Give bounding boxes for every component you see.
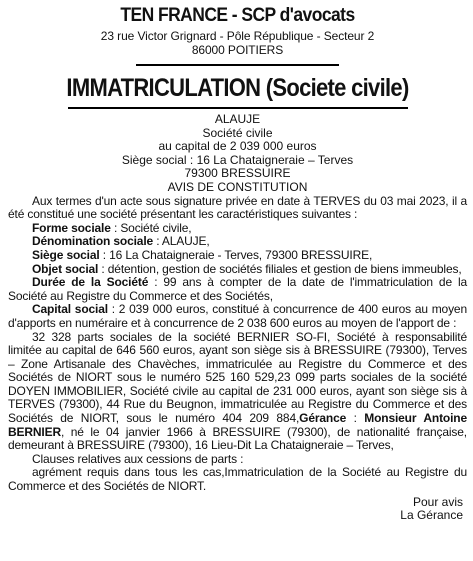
field-value: : 16 La Chataigneraie - Terves, 79300 BRESSUIRE,: [99, 247, 373, 262]
field-value: : 99 ans à compter de la date de l'immatriculation de la Société au Registre du Commerce et des Sociétés,: [8, 275, 467, 303]
notice-body: [8, 195, 467, 494]
notice-title: IMMATRICULATION (Societe civile): [66, 74, 409, 102]
firm-address-line2: 86000 POITIERS: [191, 43, 284, 57]
title-divider: [68, 107, 408, 109]
gerance-separator: :: [346, 411, 365, 426]
header-divider: [136, 64, 339, 66]
company-siege: Siège social : 16 La Chataigneraie – Terves: [121, 152, 354, 167]
field-siege-social: [8, 249, 467, 263]
company-city: 79300 BRESSUIRE: [184, 166, 291, 181]
signature-gerance: La Gérance: [400, 508, 463, 523]
field-label: Dénomination sociale: [32, 234, 154, 249]
company-type: Société civile: [202, 125, 273, 140]
firm-name: TEN FRANCE - SCP d'avocats: [120, 5, 355, 26]
company-name: ALAUJE: [214, 112, 261, 126]
field-value: : ALAUJE,: [153, 234, 210, 249]
field-value: : Société civile,: [110, 220, 192, 235]
field-denomination: [8, 235, 467, 249]
field-value: : 2 039 000 euros, constitué à concurrence de 400 euros au moyen d'apports en numéraire et à concurrence de 2 038 600 euros au moyen de l'apport de :: [8, 302, 467, 330]
clauses-text: agrément requis dans tous les cas,Immatriculation de la Société au Registre du Commerce et des Sociétés de NIORT.: [8, 465, 467, 494]
signature-pour-avis: Pour avis: [412, 494, 463, 509]
field-label: Durée de la Société: [32, 275, 149, 290]
field-label: Capital social: [32, 302, 108, 317]
company-capital: au capital de 2 039 000 euros: [158, 139, 317, 154]
field-value: : détention, gestion de sociétés filiales et gestion de biens immeubles,: [98, 261, 462, 276]
gerance-label: Gérance: [299, 411, 347, 426]
field-label: Objet social: [32, 261, 99, 276]
gerant-name: Monsieur Antoine BERNIER: [8, 411, 467, 439]
field-label: Forme sociale: [32, 220, 111, 235]
signature-block: [8, 496, 467, 523]
intro-paragraph: Aux termes d'un acte sous signature privée en date à TERVES du 03 mai 2023, il a été constitué une société présentant les caractéristiques suivantes :: [8, 193, 467, 222]
field-capital-social: [8, 303, 467, 330]
apport-text: 32 328 parts sociales de la société BERNIER SO-FI, Société à responsabilité limitée au capital de 646 560 euros, ayant son siège sis à BRESSUIRE (79300), Terves – Zone Artisanale des Chavèches, immatriculée au Registre du Commerce et des Sociétés de NIORT sous le numéro 525 160 529,23 099 parts sociales de la société DOYEN IMMOBILIER, Société civile au capital de 231 000 euros, ayant son siège sis à TERVES (79300), 44 Rue du Beugnon, immatriculée au Registre du Commerce et des Sociétés de NIORT, sous le numéro 404 209 884,: [8, 329, 467, 426]
avis-title: AVIS DE CONSTITUTION: [167, 179, 308, 194]
field-forme-sociale: [8, 222, 467, 236]
field-objet-social: [8, 263, 467, 277]
gerant-details: , né le 04 janvier 1966 à BRESSUIRE (79300), de nationalité française, demeurant à BRESSUIRE (79300), 16 Lieu-Dit La Chataigneraie – Terves,: [8, 424, 467, 453]
field-duree: [8, 276, 467, 303]
firm-address-line1: 23 rue Victor Grignard - Pôle République - Secteur 2: [100, 29, 375, 43]
field-label: Siège social: [32, 247, 100, 262]
company-header: [8, 113, 467, 195]
apport-paragraph: [8, 331, 467, 453]
clauses-title: Clauses relatives aux cessions de parts :: [32, 451, 244, 466]
